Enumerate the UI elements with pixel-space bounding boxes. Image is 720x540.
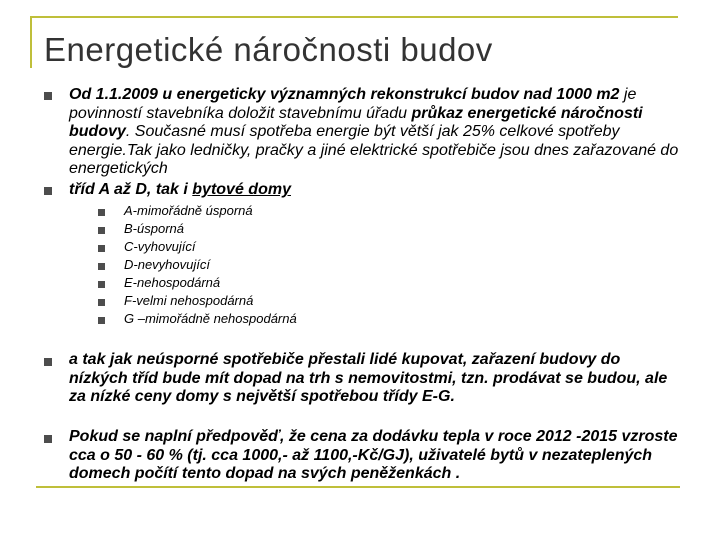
- list-item: F-velmi nehospodárná: [124, 293, 254, 308]
- bullet-icon: [44, 92, 52, 100]
- list-item: D-nevyhovující: [124, 257, 210, 272]
- energy-class-list: [124, 202, 297, 328]
- bottom-rule: [36, 486, 680, 488]
- regulation-certificate: průkaz energetické náročnosti budovy: [69, 104, 643, 140]
- paragraph-classes: [69, 181, 689, 200]
- paragraph-heat-price: Pokud se naplní předpověď, že cena za dodávku tepla v roce 2012 -2015 vzroste cca o 50 - 60 % (tj. cca 1000,- až 1100,-Kč/GJ), uživatelé bytů v nezateplených domech počítí tento dopad na svých peněženkách .: [69, 428, 678, 482]
- sub-bullet-icon: [98, 299, 105, 306]
- list-item: C-vyhovující: [124, 239, 196, 254]
- list-item: G –mimořádně nehospodárná: [124, 311, 297, 326]
- list-item: E-nehospodárná: [124, 275, 221, 290]
- bullet-icon: [44, 435, 52, 443]
- top-rule: [30, 16, 678, 18]
- list-item: A-mimořádně úsporná: [124, 203, 253, 218]
- regulation-rest: . Současné musí spotřeba energie být větší jak 25% celkové spotřeby energie.Tak jako ledničky, pračky a jiné elektrické spotřebiče jsou dnes zařazované do energetických: [69, 123, 679, 177]
- sub-bullet-icon: [98, 263, 105, 270]
- left-rule: [30, 16, 32, 68]
- sub-bullet-icon: [98, 281, 105, 288]
- regulation-lead: Od 1.1.2009 u energeticky významných rekonstrukcí budov nad 1000 m2: [69, 86, 620, 103]
- bullet-icon: [44, 187, 52, 195]
- list-item: B-úsporná: [124, 221, 184, 236]
- classes-houses: bytové domy: [192, 181, 291, 198]
- classes-lead: tříd A až D, tak i: [69, 181, 193, 198]
- regulation-text: je povinností stavebníka doložit stavebnímu úřadu: [69, 86, 637, 122]
- sub-bullet-icon: [98, 245, 105, 252]
- bullet-icon: [44, 358, 52, 366]
- sub-bullet-icon: [98, 227, 105, 234]
- page-title: Energetické náročnosti budov: [44, 31, 493, 68]
- sub-bullet-icon: [98, 317, 105, 324]
- sub-bullet-icon: [98, 209, 105, 216]
- paragraph-regulation: [69, 86, 689, 179]
- paragraph-market: a tak jak neúsporné spotřebiče přestali lidé kupovat, zařazení budovy do nízkých tříd bude mít dopad na trh s nemovitostmi, tzn. prodávat se budou, ale za nízké ceny domy s největší spotřebou třídy E-G.: [69, 351, 668, 405]
